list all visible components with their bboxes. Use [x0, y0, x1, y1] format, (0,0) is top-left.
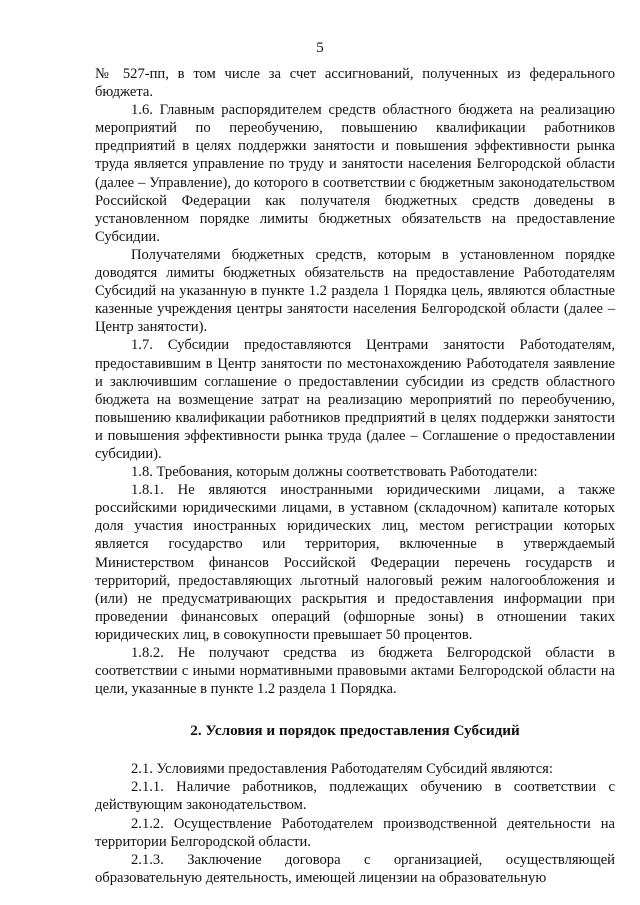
- document-body: [95, 65, 615, 887]
- paragraph: 1.6. Главным распорядителем средств областного бюджета на реализацию мероприятий по переобучению, повышению квалификации работников предприятий в целях поддержки занятости и повышения эффективности рынка труда является управление по труду и занятости населения Белгородской области (далее – Управление), до которого в соответствии с бюджетным законодательством Российской Федерации как получателя бюджетных средств доведены в установленном порядке лимиты бюджетных обязательств на предоставление Субсидии.: [95, 102, 615, 245]
- paragraph: Получателями бюджетных средств, которым в установленном порядке доводятся лимиты бюджетных обязательств на предоставление Работодателям Субсидий на указанную в пункте 1.2 раздела 1 Порядка цель, являются областные казенные учреждения центры занятости населения Белгородской области (далее – Центр занятости).: [95, 246, 615, 336]
- paragraph: 1.8. Требования, которым должны соответствовать Работодатели:: [131, 464, 538, 481]
- section-heading: 2. Условия и порядок предоставления Субсидий: [190, 722, 520, 740]
- page-number: 5: [316, 40, 324, 56]
- paragraph: 1.8.1. Не являются иностранными юридическими лицами, а также российскими юридическими лицами, в уставном (складочном) капитале которых доля участия иностранных юридических лиц, местом регистрации которых является государство или территория, включенные в утверждаемый Министерством финансов Российской Федерации перечень государств и территорий, предоставляющих льготный налоговый режим налогообложения и (или) не предусматривающих раскрытия и предоставления информации при проведении финансовых операций (офшорные зоны) в отношении таких юридических лиц, в совокупности превышает 50 процентов.: [95, 482, 615, 643]
- paragraph: 2.1.1. Наличие работников, подлежащих обучению в соответствии с действующим законодательством.: [95, 779, 615, 814]
- paragraph: 2.1.3. Заключение договора с организацией, осуществляющей образовательную деятельность, имеющей лицензии на образовательную: [95, 851, 615, 886]
- paragraph: 2.1.2. Осуществление Работодателем производственной деятельности на территории Белгородской области.: [95, 815, 615, 850]
- paragraph: № 527-пп, в том числе за счет ассигнований, полученных из федерального бюджета.: [95, 66, 615, 101]
- paragraph: 2.1. Условиями предоставления Работодателям Субсидий являются:: [131, 761, 553, 778]
- paragraph: 1.8.2. Не получают средства из бюджета Белгородской области в соответствии с иными нормативными правовыми актами Белгородской области на цели, указанные в пункте 1.2 раздела 1 Порядка.: [95, 645, 615, 698]
- paragraph: 1.7. Субсидии предоставляются Центрами занятости Работодателям, предоставившим в Центр занятости по местонахождению Работодателя заявление и заключившим соглашение о предоставлении субсидии из средств областного бюджета на возмещение затрат на реализацию мероприятий по переобучению, повышению квалификации работников предприятий в целях поддержки занятости и повышения эффективности рынка труда (далее – Соглашение о предоставлении субсидии).: [95, 337, 615, 462]
